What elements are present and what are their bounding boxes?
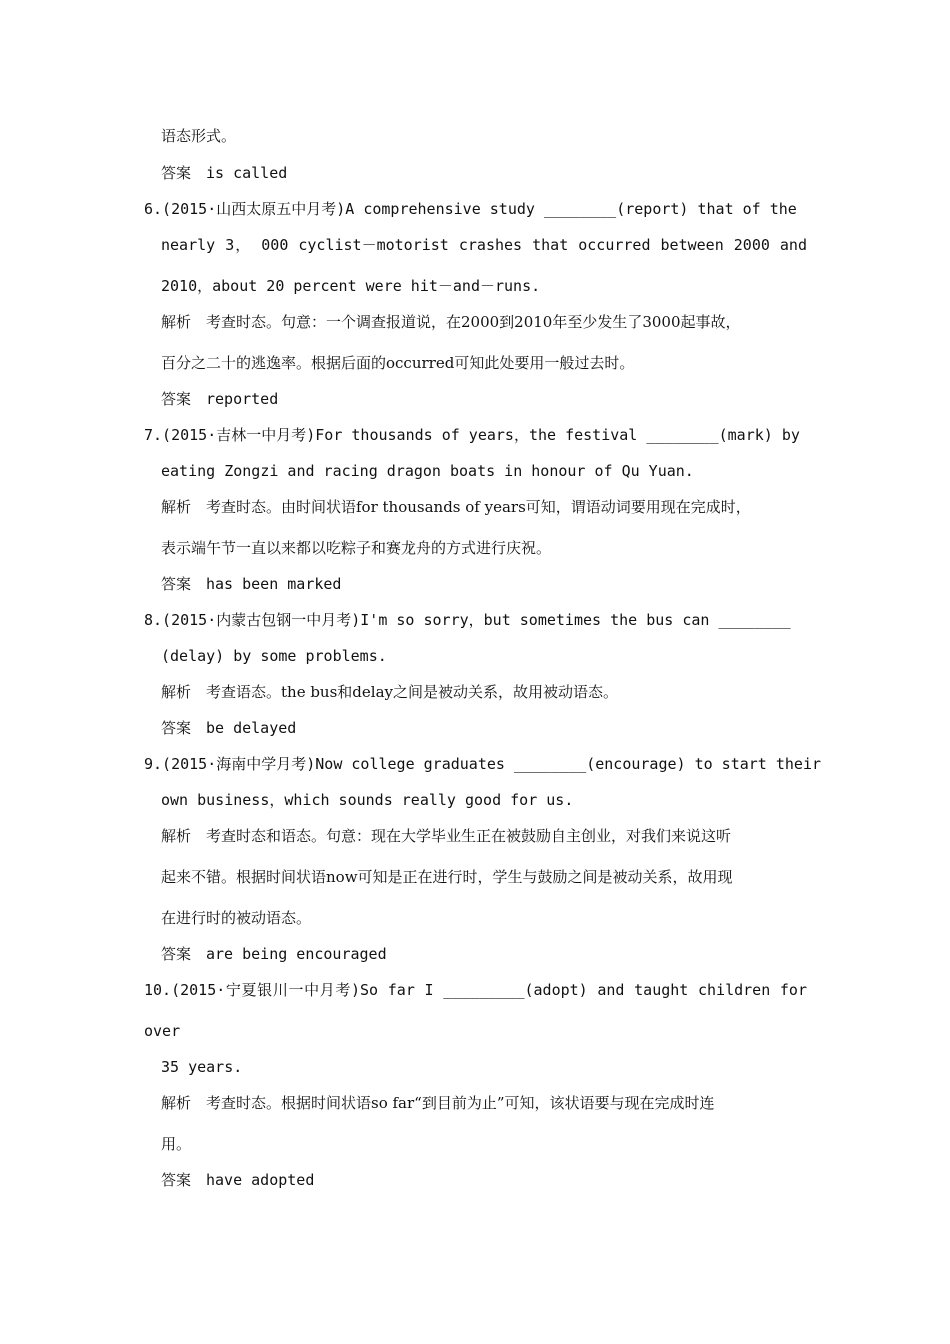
question-6: 6.(2015·山西太原五中月考)A comprehensive study ________(report) that of the: [144, 200, 797, 218]
analysis-9-cont: 在进行时的被动语态。: [161, 909, 312, 927]
question-8: 8.(2015·内蒙古包钢一中月考)I'm so sorry，but sometimes the bus can ________: [144, 611, 791, 629]
question-7-cont: eating Zongzi and racing dragon boats in honour of Qu Yuan.: [161, 462, 694, 480]
question-10-cont: 35 years.: [161, 1058, 243, 1076]
analysis-7-cont: 表示端午节一直以来都以吃粽子和赛龙舟的方式进行庆祝。: [161, 539, 552, 557]
analysis-8: 解析 考查语态。the bus和delay之间是被动关系，故用被动语态。: [161, 683, 618, 701]
analysis-9: 解析 考查时态和语态。句意：现在大学毕业生正在被鼓励自主创业，对我们来说这听: [161, 827, 732, 845]
question-9-cont: own business，which sounds really good for us.: [161, 791, 574, 809]
question-7: 7.(2015·吉林一中月考)For thousands of years，the festival ________(mark) by: [144, 426, 800, 444]
analysis-9-cont: 起来不错。根据时间状语now可知是正在进行时，学生与鼓励之间是被动关系，故用现: [161, 868, 733, 886]
analysis-7: 解析 考查时态。由时间状语for thousands of years可知，谓语动词要用现在完成时，: [161, 498, 751, 516]
question-9: 9.(2015·海南中学月考)Now college graduates ________(encourage) to start their: [144, 755, 822, 773]
answer-6: 答案 reported: [161, 390, 279, 408]
answer-8: 答案 be delayed: [161, 719, 297, 737]
analysis-10-cont: 用。: [161, 1135, 192, 1153]
question-6-cont: 2010，about 20 percent were hit－and－runs.: [161, 277, 541, 295]
answer-line: 答案 is called: [161, 164, 288, 182]
analysis-6-cont: 百分之二十的逃逸率。根据后面的occurred可知此处要用一般过去时。: [161, 354, 635, 372]
analysis-10: 解析 考查时态。根据时间状语so far“到目前为止”可知，该状语要与现在完成时连: [161, 1094, 715, 1112]
question-10: 10.(2015·宁夏银川一中月考)So far I _________(adopt) and taught children for: [144, 981, 807, 999]
text-line: 语态形式。: [161, 127, 237, 145]
analysis-6: 解析 考查时态。句意：一个调查报道说，在2000到2010年至少发生了3000起事故，: [161, 313, 741, 331]
answer-9: 答案 are being encouraged: [161, 945, 387, 963]
answer-10: 答案 have adopted: [161, 1171, 315, 1189]
question-6-cont: nearly 3， 000 cyclist－motorist crashes that occurred between 2000 and: [161, 236, 807, 254]
answer-7: 答案 has been marked: [161, 575, 342, 593]
question-8-cont: (delay) by some problems.: [161, 647, 387, 665]
question-10-cont: over: [144, 1022, 181, 1040]
